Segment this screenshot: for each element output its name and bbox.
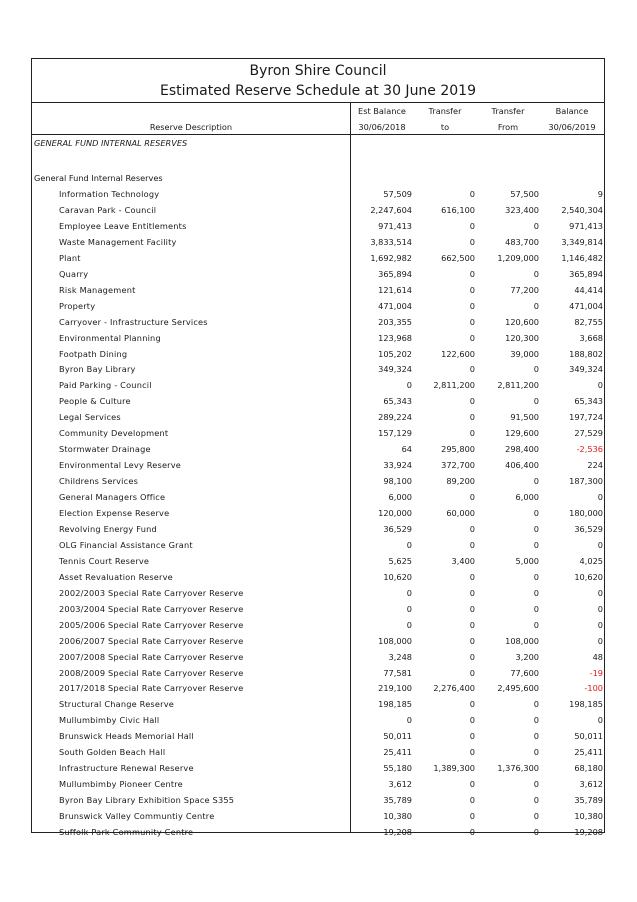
balance-cell: 224 [587, 460, 603, 471]
transfer-from-cell: 0 [533, 747, 539, 758]
table-row [32, 218, 604, 234]
reserve-description-cell: Stormwater Drainage [59, 444, 151, 455]
balance-cell: 971,413 [569, 220, 603, 231]
est-balance-cell: 64 [401, 444, 412, 455]
balance-cell: -100 [584, 683, 603, 694]
transfer-from-cell: 2,811,200 [497, 380, 539, 391]
est-balance-cell: 157,129 [378, 428, 412, 439]
balance-cell: 82,755 [574, 316, 603, 327]
est-balance-cell: 98,100 [383, 476, 412, 487]
transfer-from-cell: 406,400 [505, 460, 539, 471]
reserve-description-cell: Structural Change Reserve [59, 699, 174, 710]
header-transfer-to-line2: to [440, 122, 450, 132]
est-balance-cell: 3,248 [388, 651, 412, 662]
transfer-to-cell: 0 [469, 236, 475, 247]
table-row [32, 665, 604, 681]
transfer-from-cell: 0 [533, 476, 539, 487]
transfer-from-cell: 0 [533, 396, 539, 407]
reserve-description-cell: Tennis Court Reserve [59, 555, 150, 566]
reserve-description-cell: Byron Bay Library [59, 364, 136, 375]
est-balance-cell: 198,185 [378, 699, 412, 710]
est-balance-cell: 35,789 [383, 795, 412, 806]
transfer-to-cell: 662,500 [441, 252, 475, 263]
table-row [32, 792, 604, 808]
transfer-to-cell: 0 [469, 571, 475, 582]
table-row [32, 776, 604, 792]
est-balance-cell: 0 [406, 715, 412, 726]
balance-cell: 25,411 [574, 747, 603, 758]
table-row [32, 361, 604, 377]
balance-cell: 9 [597, 189, 603, 199]
transfer-from-cell: 0 [533, 571, 539, 582]
transfer-to-cell: 0 [469, 795, 475, 806]
balance-cell: 180,000 [569, 508, 603, 518]
balance-cell: 0 [597, 587, 603, 598]
transfer-from-cell: 0 [533, 715, 539, 726]
table-row [32, 760, 604, 776]
est-balance-cell: 6,000 [388, 492, 412, 503]
transfer-to-cell: 0 [469, 523, 475, 534]
est-balance-cell: 3,612 [388, 779, 412, 790]
est-balance-cell: 0 [406, 380, 412, 391]
table-row [32, 649, 604, 665]
transfer-to-cell: 0 [469, 587, 475, 598]
reserve-description-cell: Quarry [59, 268, 89, 279]
table-row [32, 808, 604, 824]
transfer-to-cell: 0 [469, 811, 475, 822]
table-row [32, 234, 604, 250]
balance-cell: 188,802 [569, 348, 603, 359]
transfer-from-cell: 0 [533, 779, 539, 790]
reserve-description-cell: Property [59, 300, 96, 311]
table-row [32, 601, 604, 617]
transfer-to-cell: 0 [469, 220, 475, 231]
subsection-heading-internal-reserves: General Fund Internal Reserves [34, 173, 163, 183]
est-balance-cell: 203,355 [378, 316, 412, 327]
transfer-to-cell: 0 [469, 699, 475, 710]
transfer-from-cell: 5,000 [515, 555, 539, 566]
document-title [32, 59, 604, 103]
transfer-to-cell: 0 [469, 268, 475, 279]
table-row [32, 617, 604, 633]
transfer-from-cell: 0 [533, 587, 539, 598]
table-row [32, 282, 604, 298]
transfer-from-cell: 0 [533, 699, 539, 710]
table-row [32, 537, 604, 553]
transfer-to-cell: 0 [469, 603, 475, 614]
balance-cell: 48 [592, 651, 603, 662]
table-row [32, 330, 604, 346]
est-balance-cell: 108,000 [378, 635, 412, 646]
balance-cell: 0 [597, 619, 603, 630]
balance-cell: 0 [597, 715, 603, 726]
balance-cell: 19,208 [574, 827, 603, 837]
header-balance-line1: Balance [555, 106, 589, 116]
reserve-description-cell: Revolving Energy Fund [59, 523, 157, 534]
transfer-to-cell: 0 [469, 827, 475, 837]
est-balance-cell: 219,100 [378, 683, 412, 694]
reserve-description-cell: Information Technology [59, 189, 160, 199]
transfer-to-cell: 89,200 [446, 476, 475, 487]
table-row [32, 346, 604, 362]
table-row [32, 744, 604, 760]
est-balance-cell: 36,529 [383, 523, 412, 534]
balance-cell: 10,620 [574, 571, 603, 582]
transfer-to-cell: 0 [469, 316, 475, 327]
est-balance-cell: 1,692,982 [370, 252, 412, 263]
reserve-description-cell: Mullumbimby Civic Hall [59, 715, 160, 726]
table-row [32, 585, 604, 601]
transfer-from-cell: 91,500 [510, 412, 539, 423]
transfer-from-cell: 1,209,000 [497, 252, 539, 263]
reserve-description-cell: 2007/2008 Special Rate Carryover Reserve [59, 651, 244, 662]
reserve-description-cell: Brunswick Heads Memorial Hall [59, 731, 194, 742]
balance-cell: -2,536 [576, 444, 603, 455]
table-row [32, 457, 604, 473]
reserve-description-cell: Employee Leave Entitlements [59, 220, 187, 231]
table-row [32, 633, 604, 649]
transfer-from-cell: 298,400 [505, 444, 539, 455]
transfer-from-cell: 0 [533, 795, 539, 806]
balance-cell: 0 [597, 635, 603, 646]
table-row [32, 569, 604, 585]
transfer-from-cell: 57,500 [510, 189, 539, 199]
table-row [32, 441, 604, 457]
reserve-description-cell: General Managers Office [59, 492, 166, 503]
transfer-to-cell: 372,700 [441, 460, 475, 471]
est-balance-cell: 33,924 [383, 460, 412, 471]
reserve-table [32, 103, 604, 837]
header-est-balance-line1: Est Balance [358, 106, 406, 116]
est-balance-cell: 120,000 [378, 508, 412, 518]
transfer-from-cell: 2,495,600 [497, 683, 539, 694]
est-balance-cell: 2,247,604 [370, 204, 412, 215]
transfer-from-cell: 39,000 [510, 348, 539, 359]
reserve-description-cell: Risk Management [59, 284, 136, 295]
transfer-from-cell: 0 [533, 364, 539, 375]
transfer-to-cell: 0 [469, 747, 475, 758]
reserve-description-cell: Community Development [59, 428, 169, 439]
table-row [32, 409, 604, 425]
balance-cell: 44,414 [574, 284, 603, 295]
transfer-to-cell: 3,400 [451, 555, 475, 566]
balance-cell: 68,180 [574, 763, 603, 774]
transfer-to-cell: 0 [469, 364, 475, 375]
reserve-description-cell: Carryover - Infrastructure Services [59, 316, 208, 327]
transfer-to-cell: 0 [469, 539, 475, 550]
transfer-to-cell: 1,389,300 [433, 763, 475, 774]
est-balance-cell: 0 [406, 619, 412, 630]
transfer-from-cell: 0 [533, 603, 539, 614]
est-balance-cell: 0 [406, 587, 412, 598]
reserve-description-cell: Childrens Services [59, 476, 139, 487]
balance-cell: 4,025 [579, 555, 603, 566]
balance-cell: 36,529 [574, 523, 603, 534]
header-transfer-from-line1: Transfer [491, 106, 525, 116]
transfer-from-cell: 129,600 [505, 428, 539, 439]
reserve-description-cell: Suffolk Park Community Centre [59, 827, 194, 837]
transfer-to-cell: 295,800 [441, 444, 475, 455]
balance-cell: 65,343 [574, 396, 603, 407]
transfer-from-cell: 0 [533, 268, 539, 279]
balance-cell: 35,789 [574, 795, 603, 806]
reserve-description-cell: OLG Financial Assistance Grant [59, 539, 193, 550]
est-balance-cell: 57,509 [383, 189, 412, 199]
reserve-description-cell: Caravan Park - Council [59, 204, 157, 215]
balance-cell: 50,011 [574, 731, 603, 742]
balance-cell: 3,668 [579, 332, 603, 343]
reserve-description-cell: 2002/2003 Special Rate Carryover Reserve [59, 587, 244, 598]
balance-cell: 27,529 [574, 428, 603, 439]
header-est-balance-line2: 30/06/2018 [358, 122, 406, 132]
transfer-from-cell: 1,376,300 [497, 763, 539, 774]
transfer-from-cell: 0 [533, 731, 539, 742]
est-balance-cell: 289,224 [378, 412, 412, 423]
est-balance-cell: 50,011 [383, 731, 412, 742]
transfer-from-cell: 0 [533, 300, 539, 311]
transfer-from-cell: 483,700 [505, 236, 539, 247]
table-row [32, 377, 604, 393]
transfer-to-cell: 0 [469, 396, 475, 407]
table-row [32, 696, 604, 712]
balance-cell: 3,349,814 [561, 236, 603, 247]
est-balance-cell: 55,180 [383, 763, 412, 774]
table-row [32, 314, 604, 330]
reserve-description-cell: Paid Parking - Council [59, 380, 152, 391]
transfer-to-cell: 0 [469, 619, 475, 630]
transfer-from-cell: 0 [533, 539, 539, 550]
transfer-to-cell: 0 [469, 731, 475, 742]
schedule-title: Estimated Reserve Schedule at 30 June 2019 [159, 83, 477, 99]
est-balance-cell: 365,894 [378, 268, 412, 279]
transfer-to-cell: 0 [469, 651, 475, 662]
balance-cell: 198,185 [569, 699, 603, 710]
balance-cell: 471,004 [569, 300, 603, 311]
est-balance-cell: 65,343 [383, 396, 412, 407]
est-balance-cell: 121,614 [378, 284, 412, 295]
reserve-description-cell: Mullumbimby Pioneer Centre [59, 779, 183, 790]
reserve-description-cell: Waste Management Facility [59, 236, 177, 247]
transfer-from-cell: 120,600 [505, 316, 539, 327]
est-balance-cell: 3,833,514 [370, 236, 412, 247]
transfer-to-cell: 2,811,200 [433, 380, 475, 391]
table-row [32, 473, 604, 489]
balance-cell: 349,324 [569, 364, 603, 375]
balance-cell: 365,894 [569, 268, 603, 279]
transfer-to-cell: 0 [469, 492, 475, 503]
transfer-to-cell: 0 [469, 284, 475, 295]
table-row [32, 250, 604, 266]
balance-cell: -19 [589, 667, 603, 678]
transfer-to-cell: 0 [469, 715, 475, 726]
header-reserve-description: Reserve Description [149, 122, 233, 132]
est-balance-cell: 25,411 [383, 747, 412, 758]
transfer-to-cell: 60,000 [446, 508, 475, 518]
header-transfer-to-line1: Transfer [428, 106, 462, 116]
balance-cell: 0 [597, 603, 603, 614]
est-balance-cell: 0 [406, 539, 412, 550]
reserve-description-cell: Infrastructure Renewal Reserve [59, 763, 194, 774]
table-row [32, 186, 604, 202]
transfer-to-cell: 0 [469, 412, 475, 423]
transfer-from-cell: 3,200 [515, 651, 539, 662]
reserve-description-cell: Environmental Planning [59, 332, 161, 343]
header-balance-line2: 30/06/2019 [548, 122, 596, 132]
reserve-description-cell: 2005/2006 Special Rate Carryover Reserve [59, 619, 244, 630]
transfer-to-cell: 2,276,400 [433, 683, 475, 694]
table-row [32, 728, 604, 744]
transfer-to-cell: 616,100 [441, 204, 475, 215]
reserve-description-cell: 2017/2018 Special Rate Carryover Reserve [59, 683, 244, 694]
reserve-description-cell: 2003/2004 Special Rate Carryover Reserve [59, 603, 244, 614]
est-balance-cell: 105,202 [378, 348, 412, 359]
transfer-from-cell: 0 [533, 523, 539, 534]
table-row [32, 505, 604, 521]
transfer-to-cell: 0 [469, 428, 475, 439]
reserve-description-cell: Asset Revaluation Reserve [59, 571, 173, 582]
balance-cell: 197,724 [569, 412, 603, 423]
est-balance-cell: 0 [406, 603, 412, 614]
reserve-description-cell: Byron Bay Library Exhibition Space S355 [59, 795, 235, 806]
balance-cell: 10,380 [574, 811, 603, 822]
transfer-from-cell: 0 [533, 619, 539, 630]
balance-cell: 1,146,482 [561, 252, 603, 263]
est-balance-cell: 349,324 [378, 364, 412, 375]
balance-cell: 2,540,304 [561, 204, 603, 215]
est-balance-cell: 10,380 [383, 811, 412, 822]
balance-cell: 187,300 [569, 476, 603, 487]
transfer-from-cell: 0 [533, 508, 539, 518]
transfer-to-cell: 0 [469, 332, 475, 343]
reserve-description-cell: Footpath Dining [59, 348, 128, 359]
balance-cell: 0 [597, 539, 603, 550]
transfer-from-cell: 0 [533, 220, 539, 231]
balance-cell: 0 [597, 380, 603, 391]
transfer-to-cell: 0 [469, 635, 475, 646]
table-row [32, 521, 604, 537]
transfer-from-cell: 0 [533, 827, 539, 837]
table-row [32, 393, 604, 409]
table-row [32, 202, 604, 218]
balance-cell: 3,612 [579, 779, 603, 790]
reserve-description-cell: 2006/2007 Special Rate Carryover Reserve [59, 635, 244, 646]
header-transfer-from-line2: From [497, 122, 519, 132]
reserve-description-cell: South Golden Beach Hall [59, 747, 166, 758]
section-heading-general-fund: GENERAL FUND INTERNAL RESERVES [34, 138, 188, 148]
reserve-description-cell: Legal Services [59, 412, 121, 423]
reserve-schedule-sheet [31, 58, 605, 837]
table-row [32, 680, 604, 696]
reserve-description-cell: People & Culture [59, 396, 131, 407]
reserve-description-cell: Plant [59, 252, 81, 263]
transfer-to-cell: 0 [469, 189, 475, 199]
transfer-from-cell: 6,000 [515, 492, 539, 503]
transfer-from-cell: 120,300 [505, 332, 539, 343]
est-balance-cell: 77,581 [383, 667, 412, 678]
table-row [32, 266, 604, 282]
reserve-description-cell: 2008/2009 Special Rate Carryover Reserve [59, 667, 244, 678]
transfer-from-cell: 77,200 [510, 284, 539, 295]
council-name: Byron Shire Council [249, 63, 387, 79]
table-row [32, 553, 604, 569]
table-header [32, 103, 604, 135]
transfer-to-cell: 0 [469, 779, 475, 790]
table-row [32, 489, 604, 505]
est-balance-cell: 10,620 [383, 571, 412, 582]
table-row [32, 425, 604, 441]
transfer-to-cell: 0 [469, 667, 475, 678]
transfer-from-cell: 0 [533, 811, 539, 822]
transfer-from-cell: 323,400 [505, 204, 539, 215]
transfer-to-cell: 122,600 [441, 348, 475, 359]
balance-cell: 0 [597, 492, 603, 503]
est-balance-cell: 19,208 [383, 827, 412, 837]
transfer-to-cell: 0 [469, 300, 475, 311]
transfer-from-cell: 77,600 [510, 667, 539, 678]
est-balance-cell: 471,004 [378, 300, 412, 311]
est-balance-cell: 971,413 [378, 220, 412, 231]
table-row [32, 824, 604, 840]
est-balance-cell: 5,625 [388, 555, 412, 566]
reserve-description-cell: Brunswick Valley Communtiy Centre [59, 811, 215, 822]
reserve-description-cell: Environmental Levy Reserve [59, 460, 182, 471]
transfer-from-cell: 108,000 [505, 635, 539, 646]
table-row [32, 298, 604, 314]
reserve-description-cell: Election Expense Reserve [59, 508, 170, 518]
est-balance-cell: 123,968 [378, 332, 412, 343]
table-row [32, 712, 604, 728]
